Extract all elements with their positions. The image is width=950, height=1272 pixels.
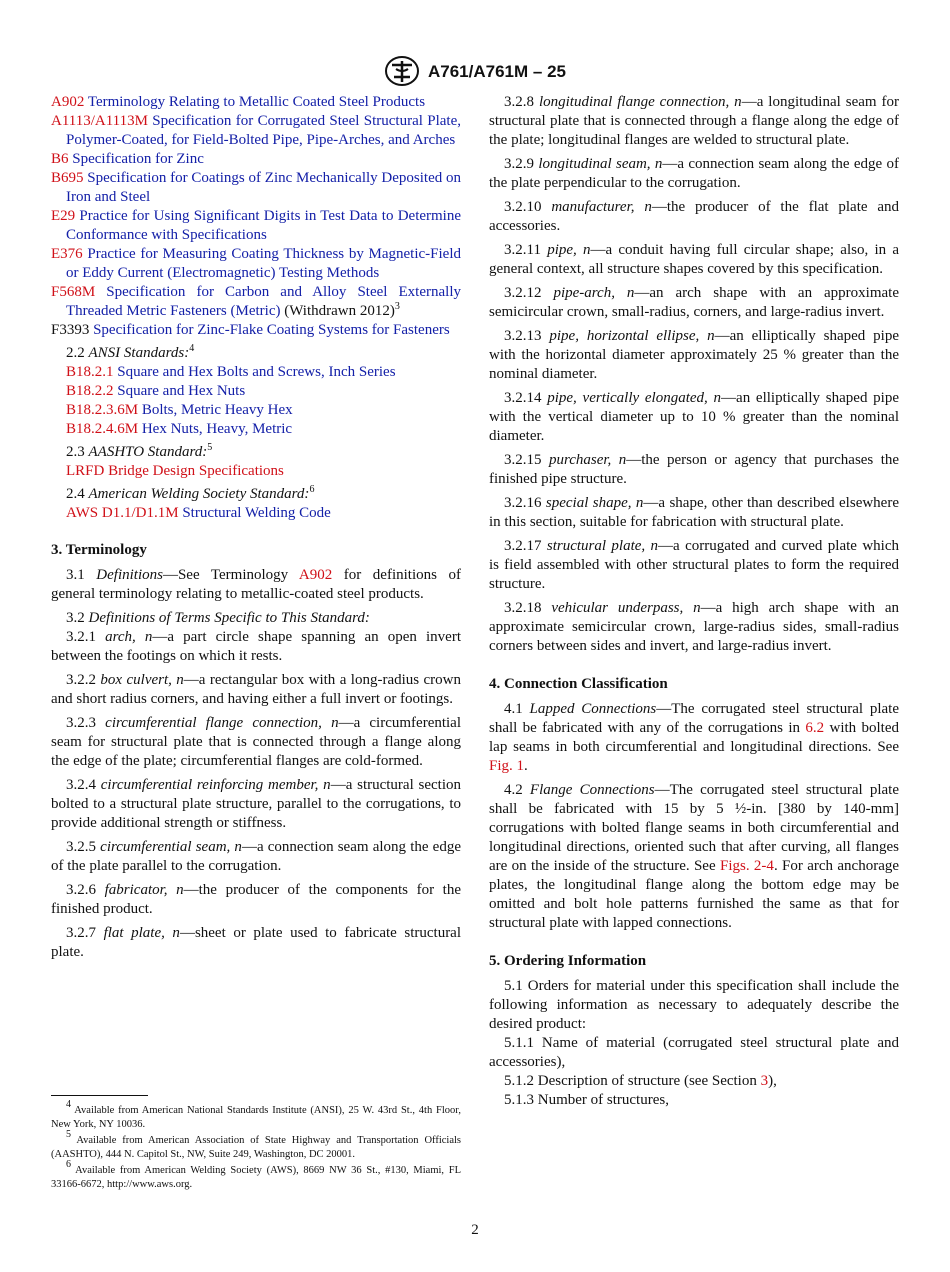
footnote-5: $^5$ Available from American Association of State Highway and Transportation Officials (AASHTO), 444 N. Capitol St., NW, Suite 249, Washington, DC 20001. (51, 1129, 461, 1160)
ref-title[interactable]: Practice for Measuring Coating Thickness by Magnetic-Field or Eddy Current (Electromagnetic) Testing Methods (66, 246, 462, 281)
ref-code[interactable]: B695 (51, 170, 84, 186)
reference-f568m (51, 283, 461, 321)
def-3-2-8: 3.2.8 longitudinal flange connection, n—a longitudinal seam for structural plate that is connected through a flange along the edge of the plate; longitudinal flanges are welded to structural plate. (489, 94, 899, 148)
link-fig-1[interactable]: Fig. 1 (489, 758, 525, 774)
def-3-2-17: 3.2.17 structural plate, n—a corrugated and curved plate which is field assembled with other structural plates to form the required structure. (489, 538, 899, 592)
ref-code: F3393 (51, 322, 90, 338)
aashto-ref: LRFD Bridge Design Specifications (66, 463, 284, 479)
left-column (51, 93, 461, 967)
reference-b6 (51, 150, 461, 169)
def-3-2-10: 3.2.10 manufacturer, n—the producer of the flat plate and accessories. (489, 199, 900, 234)
ref-title[interactable]: Practice for Using Significant Digits in Test Data to Determine Conformance with Specifications (66, 208, 462, 243)
def-3-2-14: 3.2.14 pipe, vertically elongated, n—an elliptically shaped pipe with the vertical diameter up to 10 % greater than the nominal diameter. (489, 390, 899, 444)
def-3-2-6: 3.2.6 fabricator, n—the producer of the components for the finished product. (51, 882, 461, 917)
link-6-2[interactable]: 6.2 (805, 720, 825, 736)
reference-e376 (51, 245, 461, 283)
para-5-1: 5.1 Orders for material under this specification shall include the following information as necessary to adequately describe the desired product: (489, 978, 899, 1032)
def-3-2-1: 3.2.1 arch, n—a part circle shape spanning an open invert between the footings on which it rests. (51, 629, 461, 664)
ansi-heading: 2.2 ANSI Standards:$^4$ (66, 343, 195, 361)
para-5-1-1: 5.1.1 Name of material (corrugated steel structural plate and accessories), (489, 1035, 899, 1070)
section-5-heading: 5. Ordering Information (489, 953, 647, 969)
ref-code[interactable]: E376 (51, 246, 83, 262)
footnote-6: $^6$ Available from American Welding Society (AWS), 8669 NW 36 St., #130, Miami, FL 33166-6672, http://www.aws.org. (51, 1159, 461, 1190)
link-figs-2-4[interactable]: Figs. 2-4 (719, 858, 774, 874)
def-3-2-18: 3.2.18 vehicular underpass, n—a high arch shape with an approximate semicircular crown, large-radius sides, small-radius corners between sides and invert, and large-radius invert. (489, 600, 899, 654)
footnote-divider (51, 1095, 148, 1096)
ref-title[interactable]: Specification for Coatings of Zinc Mechanically Deposited on Iron and Steel (66, 170, 461, 205)
def-3-2-12: 3.2.12 pipe-arch, n—an arch shape with an approximate semicircular crown, small-radius, corners, and large-radius invert. (489, 285, 899, 320)
def-3-2-2: 3.2.2 box culvert, n—a rectangular box with a long-radius crown and short radius corners, and having either a full invert or footings. (51, 672, 461, 707)
def-3-2-11: 3.2.11 pipe, n—a conduit having full circular shape; also, in a general context, all structure shapes covered by this specification. (489, 242, 899, 277)
link-a902[interactable]: A902 (298, 567, 333, 583)
astm-logo-icon (384, 55, 420, 87)
ansi-ref-b18-2-3-6m: B18.2.3.6M Bolts, Metric Heavy Hex (66, 402, 293, 418)
ref-code[interactable]: B6 (51, 151, 69, 167)
para-4-1: 4.1 Lapped Connections—The corrugated steel structural plate shall be fabricated with any of the corrugations in 6.2 with bolted lap seams in both circumferential and longitudinal directions. See Fig. 1. (489, 701, 900, 774)
def-3-2-13: 3.2.13 pipe, horizontal ellipse, n—an elliptically shaped pipe with the horizontal diameter approximately 25 % greater than the nominal diameter. (489, 328, 899, 382)
aashto-heading: 2.3 AASHTO Standard:$^5$ (66, 442, 213, 460)
ref-title[interactable]: Specification for Carbon and Alloy Steel Externally Threaded Metric Fasteners (Metric) (66, 284, 461, 319)
reference-list (51, 93, 461, 340)
ref-title[interactable]: Specification for Zinc-Flake Coating Systems for Fasteners (93, 322, 450, 338)
ref-title[interactable]: Terminology Relating to Metallic Coated Steel Products (87, 94, 426, 110)
aws-ref: AWS D1.1/D1.1M Structural Welding Code (66, 505, 331, 521)
def-3-2-9: 3.2.9 longitudinal seam, n—a connection seam along the edge of the plate perpendicular to the corrugation. (489, 156, 900, 191)
aws-heading: 2.4 American Welding Society Standard:$^6$ (66, 484, 315, 502)
footnote-4: $^4$ Available from American National Standards Institute (ANSI), 25 W. 43rd St., 4th Floor, New York, NY 10036. (51, 1099, 462, 1130)
section-3-heading: 3. Terminology (51, 542, 147, 558)
para-4-2: 4.2 Flange Connections—The corrugated steel structural plate shall be fabricated with 15 by 5 ½-in. [380 by 140-mm] corrugations with bolted flange seams in both circumferential and longitudinal directions, oriented such that after curving, all flanges are on the inside of the structure. See Figs. 2-4. For arch anchorage plates, the longitudinal flange along the bottom edge may be omitted and bolt hole patterns furnished the same as that for structural plate with lapped connections. (489, 782, 900, 931)
reference-b695 (51, 169, 461, 207)
reference-a902 (51, 93, 461, 112)
ref-title[interactable]: Specification for Corrugated Steel Structural Plate, Polymer-Coated, for Field-Bolted Pipe, Pipe-Arches, and Arches (66, 113, 461, 148)
ref-code[interactable]: F568M (51, 284, 96, 300)
section-4-heading: 4. Connection Classification (489, 676, 668, 692)
ref-code[interactable]: A1113/A1113M (51, 113, 148, 129)
ref-title[interactable]: Specification for Zinc (72, 151, 204, 167)
def-3-2-15: 3.2.15 purchaser, n—the person or agency that purchases the finished pipe structure. (489, 452, 900, 487)
withdrawn-note: (Withdrawn 2012) (284, 303, 395, 319)
footnotes (51, 1099, 462, 1194)
ref-code[interactable]: A902 (51, 94, 85, 110)
para-5-1-2: 5.1.2 Description of structure (see Section 3), (504, 1073, 777, 1089)
doc-id: A761/A761M – 25 (428, 61, 566, 81)
def-3-2-16: 3.2.16 special shape, n—a shape, other than described elsewhere in this section, suitable for fabrication with structural plate. (489, 495, 899, 530)
link-section-3[interactable]: 3 (760, 1073, 769, 1089)
para-3-2: 3.2 Definitions of Terms Specific to This Standard: (66, 610, 370, 626)
reference-a1113 (51, 112, 461, 150)
right-column (489, 93, 899, 1110)
def-3-2-4: 3.2.4 circumferential reinforcing member, n—a structural section bolted to a structural plate structure, parallel to the corrugations, to provide additional strength or stiffness. (51, 777, 461, 831)
reference-e29 (51, 207, 461, 245)
ansi-ref-b18-2-4-6m: B18.2.4.6M Hex Nuts, Heavy, Metric (66, 421, 293, 437)
reference-f3393 (51, 321, 461, 340)
para-5-1-3: 5.1.3 Number of structures, (504, 1092, 669, 1108)
para-3-1: 3.1 Definitions—See Terminology A902 for definitions of general terminology relating to metallic-coated steel products. (51, 567, 461, 602)
ansi-ref-b18-2-2: B18.2.2 Square and Hex Nuts (66, 383, 246, 399)
page-number: 2 (471, 1222, 479, 1238)
def-3-2-7: 3.2.7 flat plate, n—sheet or plate used to fabricate structural plate. (51, 925, 462, 960)
def-3-2-3: 3.2.3 circumferential flange connection, n—a circumferential seam for structural plate that is connected through a flange along the edge of the plate; circumferential flanges are cold-formed. (51, 715, 462, 769)
ref-code[interactable]: E29 (51, 208, 76, 224)
def-3-2-5: 3.2.5 circumferential seam, n—a connection seam along the edge of the plate parallel to the corrugation. (51, 839, 461, 874)
ansi-ref-b18-2-1: B18.2.1 Square and Hex Bolts and Screws, Inch Series (66, 364, 396, 380)
footnote-marker: 3 (394, 301, 400, 312)
page-header (0, 55, 950, 93)
